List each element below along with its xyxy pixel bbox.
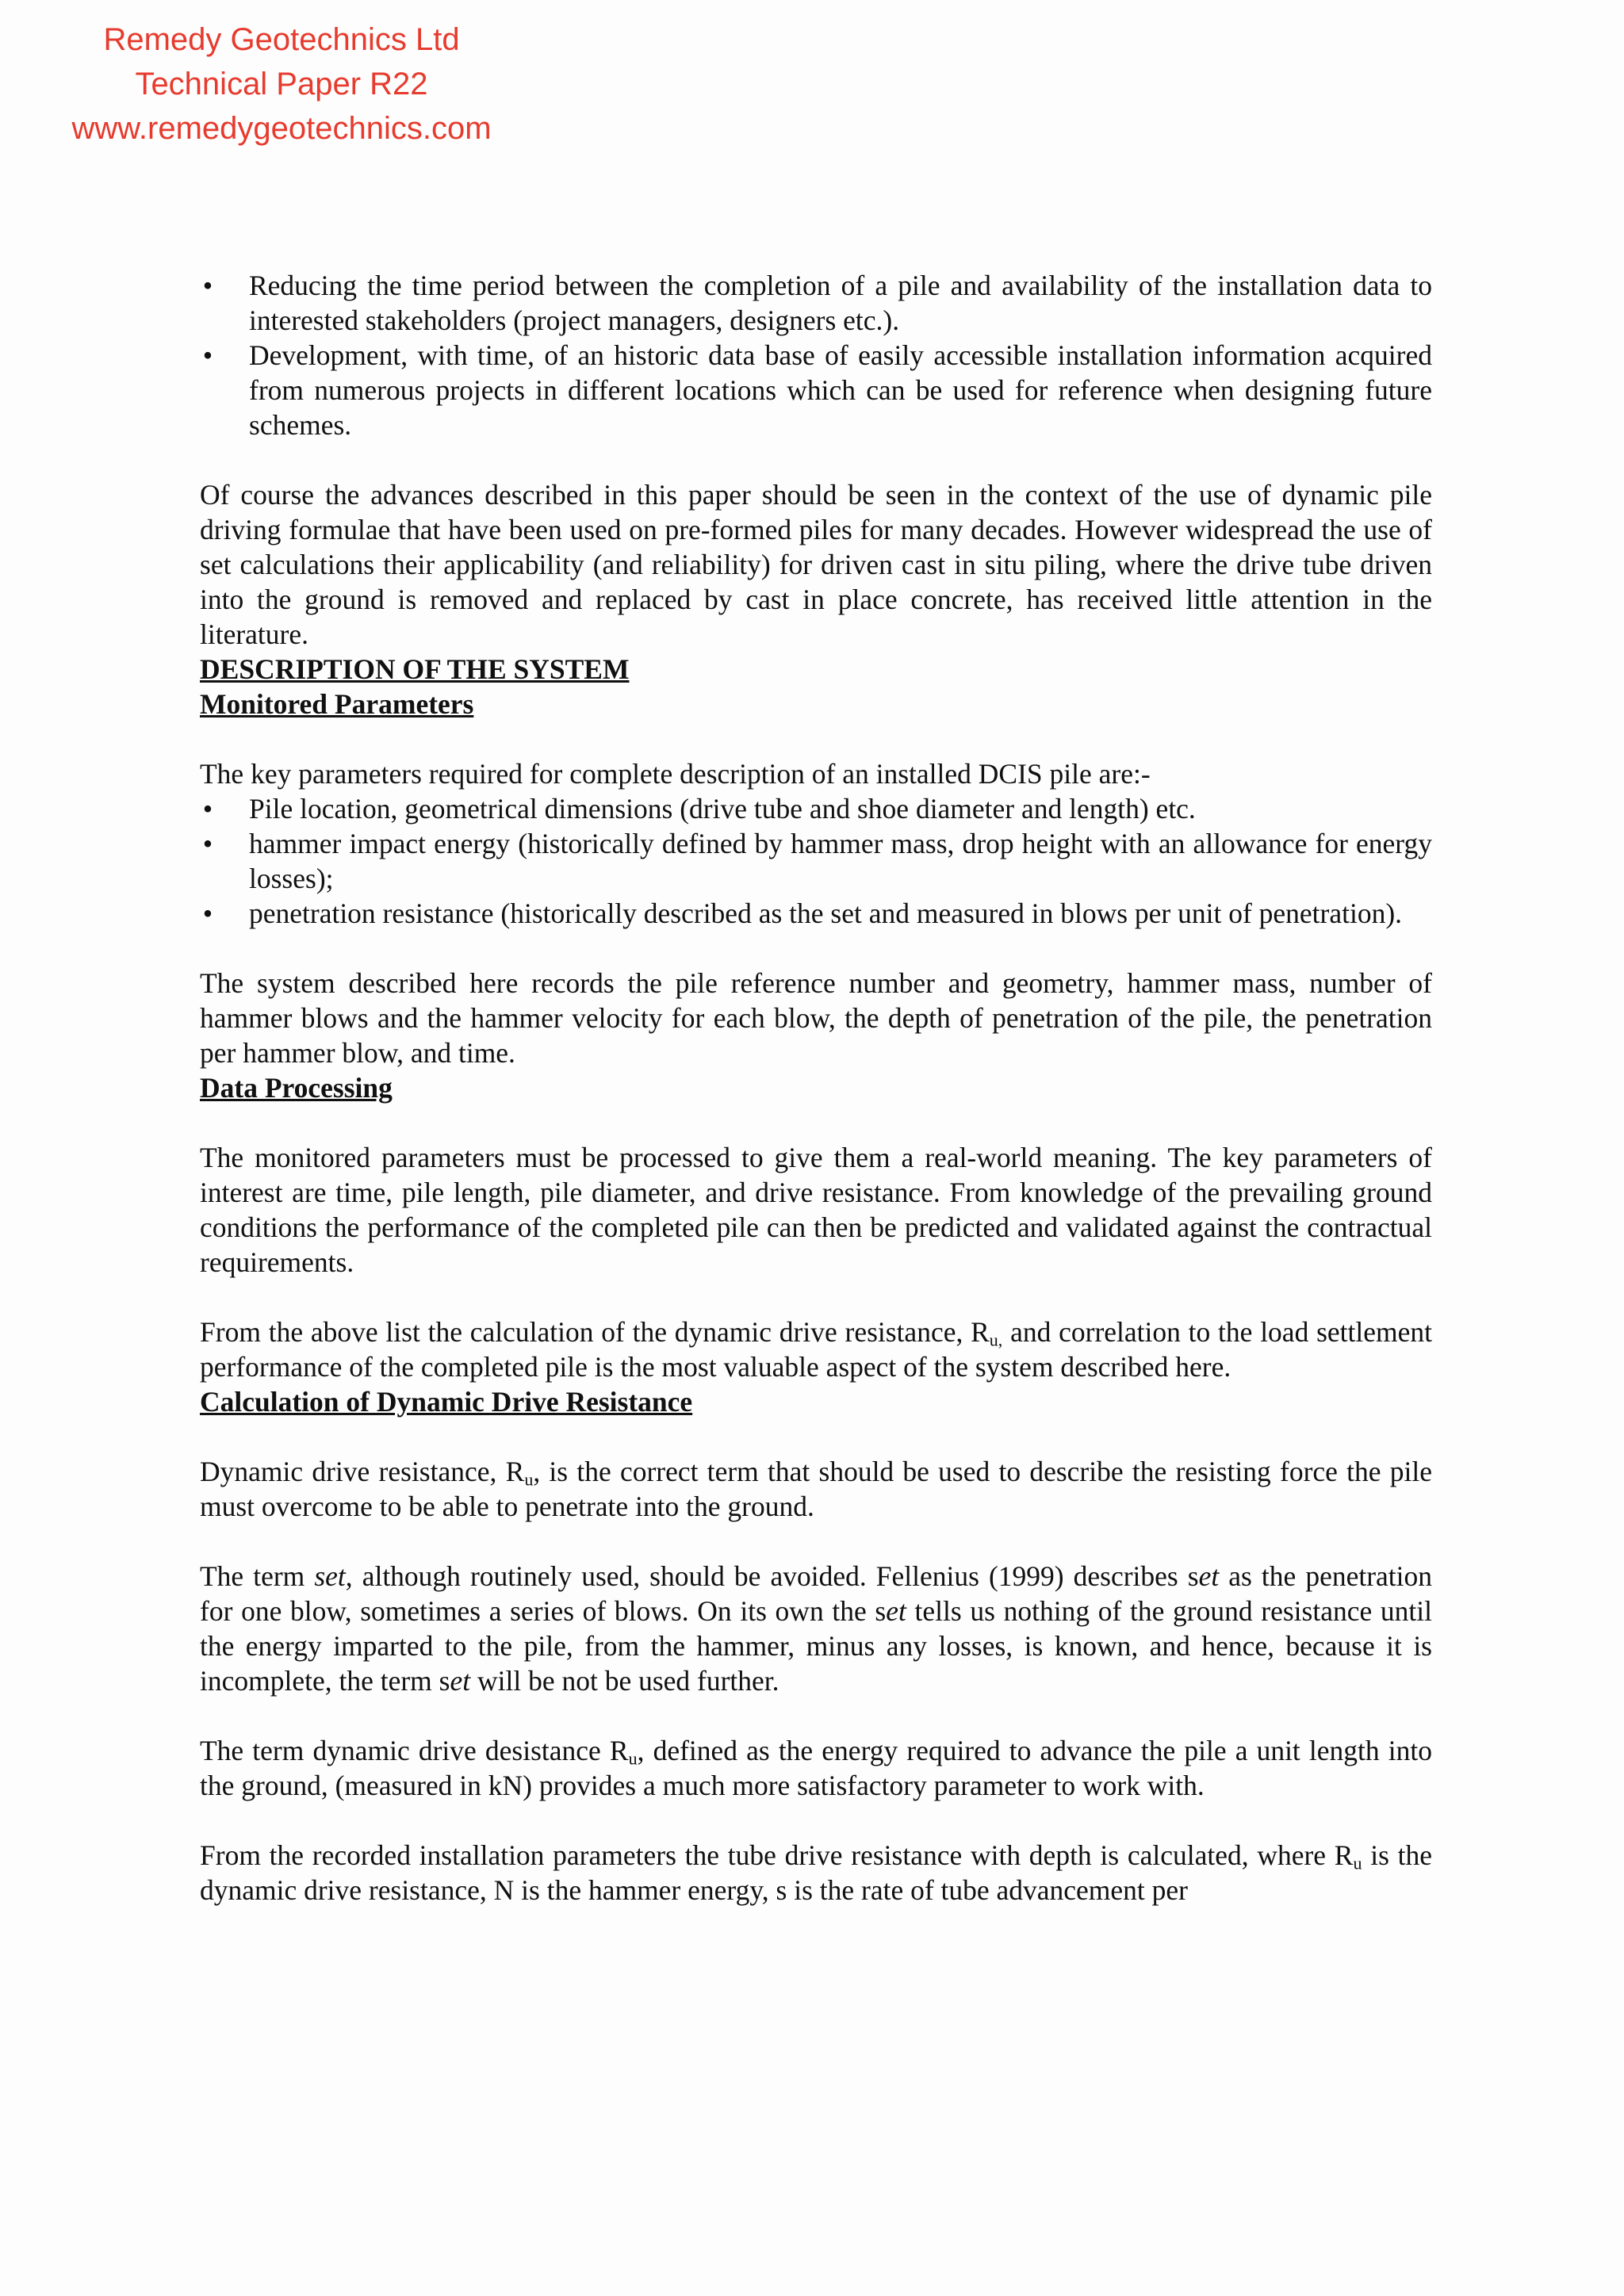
company-website: www.remedygeotechnics.com bbox=[71, 111, 492, 146]
paragraph-processing: The monitored parameters must be processed to give them a real-world meaning. The key parameters of interest are time, pile length, pile diameter, and drive resistance. From knowledge of the prevailing ground conditions the performance of the completed pile can then be predicted and validated against the contractual requirements. bbox=[200, 1142, 1432, 1278]
subsection-heading-processing: Data Processing bbox=[200, 1072, 393, 1104]
bullet-item bbox=[200, 826, 1432, 896]
subsection-heading-calculation: Calculation of Dynamic Drive Resistance bbox=[200, 1386, 693, 1418]
section-heading: DESCRIPTION OF THE SYSTEM bbox=[200, 653, 630, 685]
subsection-heading-monitored: Monitored Parameters bbox=[200, 688, 474, 720]
paragraph-system: The system described here records the pile reference number and geometry, hammer mass, number of hammer blows and the hammer velocity for each blow, the depth of penetration of the pile, the penetration per hammer blow, and time. bbox=[200, 967, 1432, 1069]
paragraph-context: Of course the advances described in this paper should be seen in the context of the use of dynamic pile driving formulae that have been used on pre-formed piles for many decades. However widespread the use of set calculations their applicability (and reliability) for driven cast in situ piling, where the drive tube driven into the ground is removed and replaced by cast in place concrete, has received little attention in the literature. bbox=[200, 479, 1432, 650]
paragraph-key-params: The key parameters required for complete description of an installed DCIS pile are:- bbox=[200, 758, 1151, 790]
paragraph-term-definition: The term dynamic drive desistance $R_u$, defined as the energy required to advance the pile a unit length into the ground, (measured in kN) provides a much more satisfactory parameter to work with. bbox=[200, 1735, 1432, 1801]
paragraph-term-set: The term set, although routinely used, should be avoided. Fellenius (1999) describes set as the penetration for one blow, sometimes a series of blows. On its own the set tells us nothing of the ground resistance until the energy imparted to the pile, from the hammer, minus any losses, is known, and hence, because it is incomplete, the term set will be not be used further. bbox=[200, 1560, 1432, 1697]
bullet-text: Reducing the time period between the completion of a pile and availability of the installation data to interested stakeholders (project managers, designers etc.). bbox=[249, 270, 1432, 336]
bullet-item bbox=[200, 791, 1432, 826]
paragraph-recorded-parameters: From the recorded installation parameters the tube drive resistance with depth is calculated, where $R_u$ is the dynamic drive resistance, N is the hammer energy, s is the rate of tube advancement per bbox=[200, 1839, 1432, 1906]
paragraph-drive-resistance-list: From the above list the calculation of the dynamic drive resistance, $R_{u,}$ and correlation to the load settlement performance of the completed pile is the most valuable aspect of the system described here. bbox=[200, 1316, 1432, 1383]
bullet-text: hammer impact energy (historically defined by hammer mass, drop height with an allowance for energy losses); bbox=[249, 828, 1432, 894]
bullet-icon: • bbox=[202, 793, 213, 825]
bullet-text: Development, with time, of an historic data base of easily accessible installation information acquired from numerous projects in different locations which can be used for reference when designing future schemes. bbox=[249, 339, 1432, 441]
bullet-icon: • bbox=[202, 270, 213, 301]
paper-header bbox=[40, 17, 523, 151]
bullet-item bbox=[200, 268, 1432, 338]
bullet-icon: • bbox=[202, 828, 213, 859]
bullet-text: penetration resistance (historically described as the set and measured in blows per unit of penetration). bbox=[249, 897, 1403, 929]
bullet-icon: • bbox=[202, 897, 213, 929]
company-name: Remedy Geotechnics Ltd bbox=[103, 22, 460, 57]
bullet-icon: • bbox=[202, 339, 213, 371]
bullet-text: Pile location, geometrical dimensions (drive tube and shoe diameter and length) etc. bbox=[249, 793, 1196, 825]
paper-body bbox=[200, 268, 1432, 1908]
bullet-item bbox=[200, 338, 1432, 442]
bullet-item bbox=[200, 896, 1432, 931]
paragraph-dynamic-drive-resistance: Dynamic drive resistance, $R_u$, is the correct term that should be used to describe the resisting force the pile must overcome to be able to penetrate into the ground. bbox=[200, 1456, 1432, 1522]
paper-number: Technical Paper R22 bbox=[135, 67, 428, 101]
